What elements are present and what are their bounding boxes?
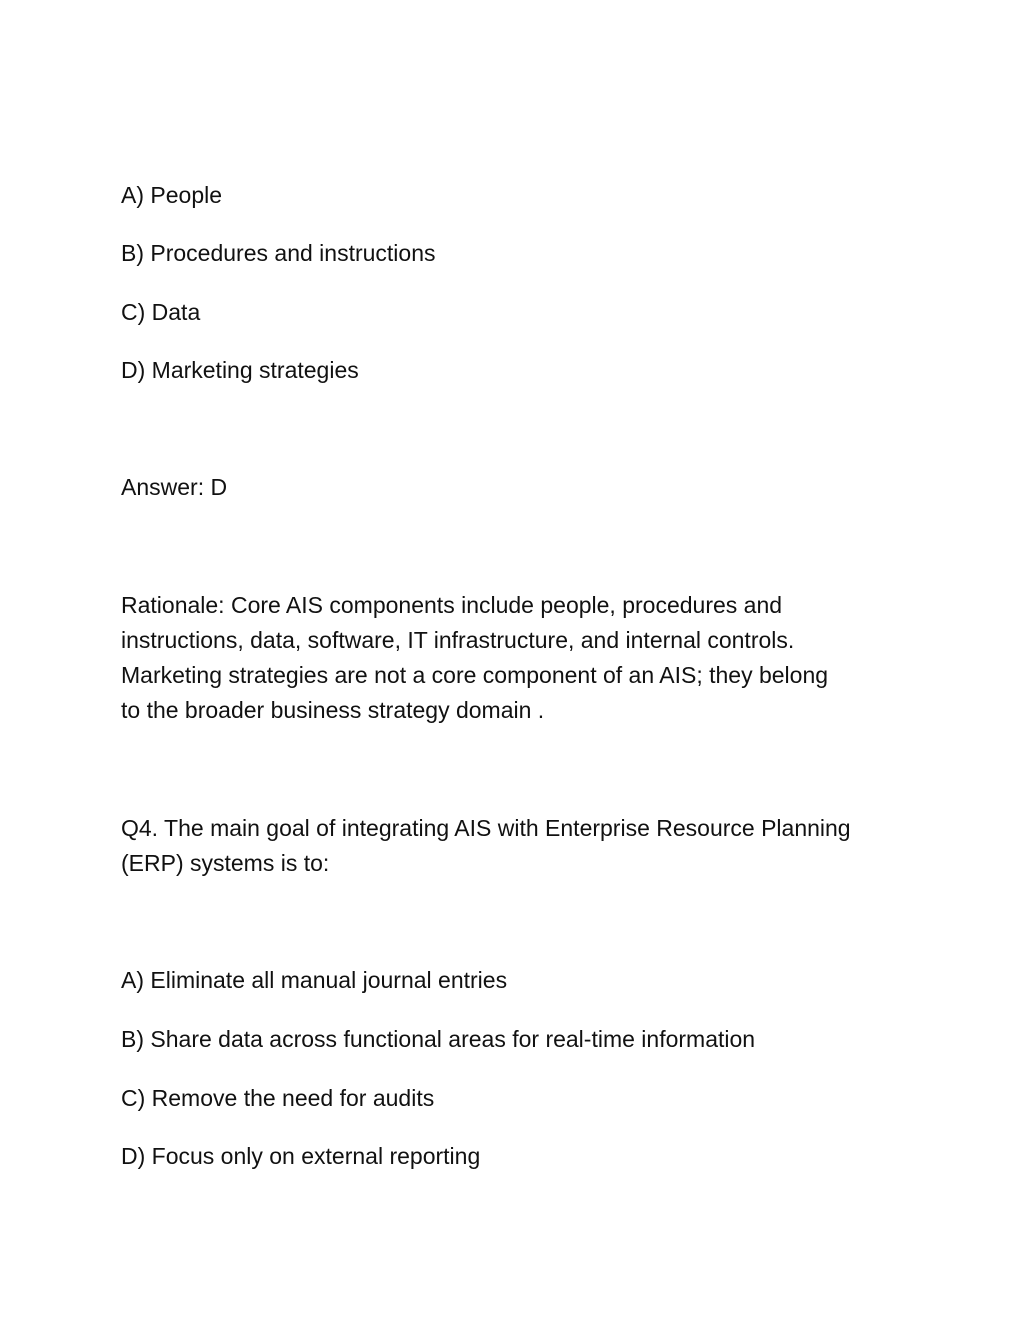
- rationale-line: Rationale: Core AIS components include people, procedures and: [121, 592, 783, 618]
- q4-option-b: B) Share data across functional areas for real-time information: [121, 1026, 756, 1052]
- option-d: D) Marketing strategies: [121, 357, 359, 383]
- question-line: Q4. The main goal of integrating AIS with Enterprise Resource Planning: [121, 815, 851, 841]
- q4-option-a: A) Eliminate all manual journal entries: [121, 967, 508, 993]
- question-line: (ERP) systems is to:: [121, 850, 330, 876]
- answer-line: Answer: D: [121, 474, 228, 500]
- rationale-line: instructions, data, software, IT infrastructure, and internal controls.: [121, 627, 795, 653]
- rationale-line: to the broader business strategy domain .: [121, 697, 545, 723]
- rationale-paragraph: [121, 588, 901, 728]
- option-b: B) Procedures and instructions: [121, 240, 436, 266]
- rationale-line: Marketing strategies are not a core component of an AIS; they belong: [121, 662, 829, 688]
- question-q4: [121, 811, 901, 881]
- q4-option-c: C) Remove the need for audits: [121, 1085, 435, 1111]
- q4-option-d: D) Focus only on external reporting: [121, 1143, 481, 1169]
- option-c: C) Data: [121, 299, 201, 325]
- option-a: A) People: [121, 182, 223, 208]
